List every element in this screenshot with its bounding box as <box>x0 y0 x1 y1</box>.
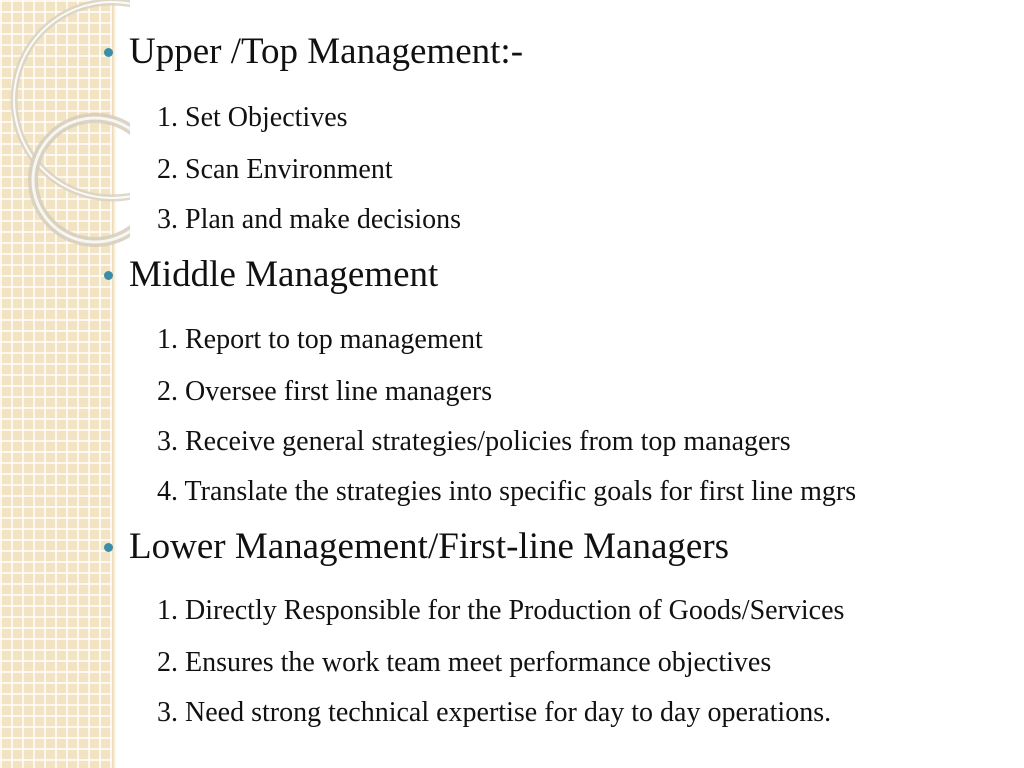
heading-text: Upper /Top Management:- <box>129 31 524 72</box>
list-item: 1. Report to top management <box>157 324 483 355</box>
heading-text: Middle Management <box>129 254 439 295</box>
heading-text: Lower Management/First-line Managers <box>129 526 730 567</box>
list-item: 2. Oversee first line managers <box>157 376 493 407</box>
list-item: 2. Ensures the work team meet performance objectives <box>157 647 772 678</box>
bullet-icon <box>104 271 113 280</box>
section-heading-lower-management <box>104 525 729 569</box>
list-item: 1. Set Objectives <box>157 102 348 133</box>
section-heading-top-management <box>104 30 523 74</box>
list-item: 4. Translate the strategies into specific goals for first line mgrs <box>157 476 857 507</box>
bullet-icon <box>104 48 113 57</box>
list-item: 3. Need strong technical expertise for day to day operations. <box>157 697 832 728</box>
list-item: 3. Receive general strategies/policies from top managers <box>157 426 791 457</box>
list-item: 2. Scan Environment <box>157 154 393 185</box>
bullet-icon <box>104 543 113 552</box>
section-heading-middle-management <box>104 253 438 297</box>
list-item: 3. Plan and make decisions <box>157 204 462 235</box>
list-item: 1. Directly Responsible for the Production of Goods/Services <box>157 595 845 626</box>
